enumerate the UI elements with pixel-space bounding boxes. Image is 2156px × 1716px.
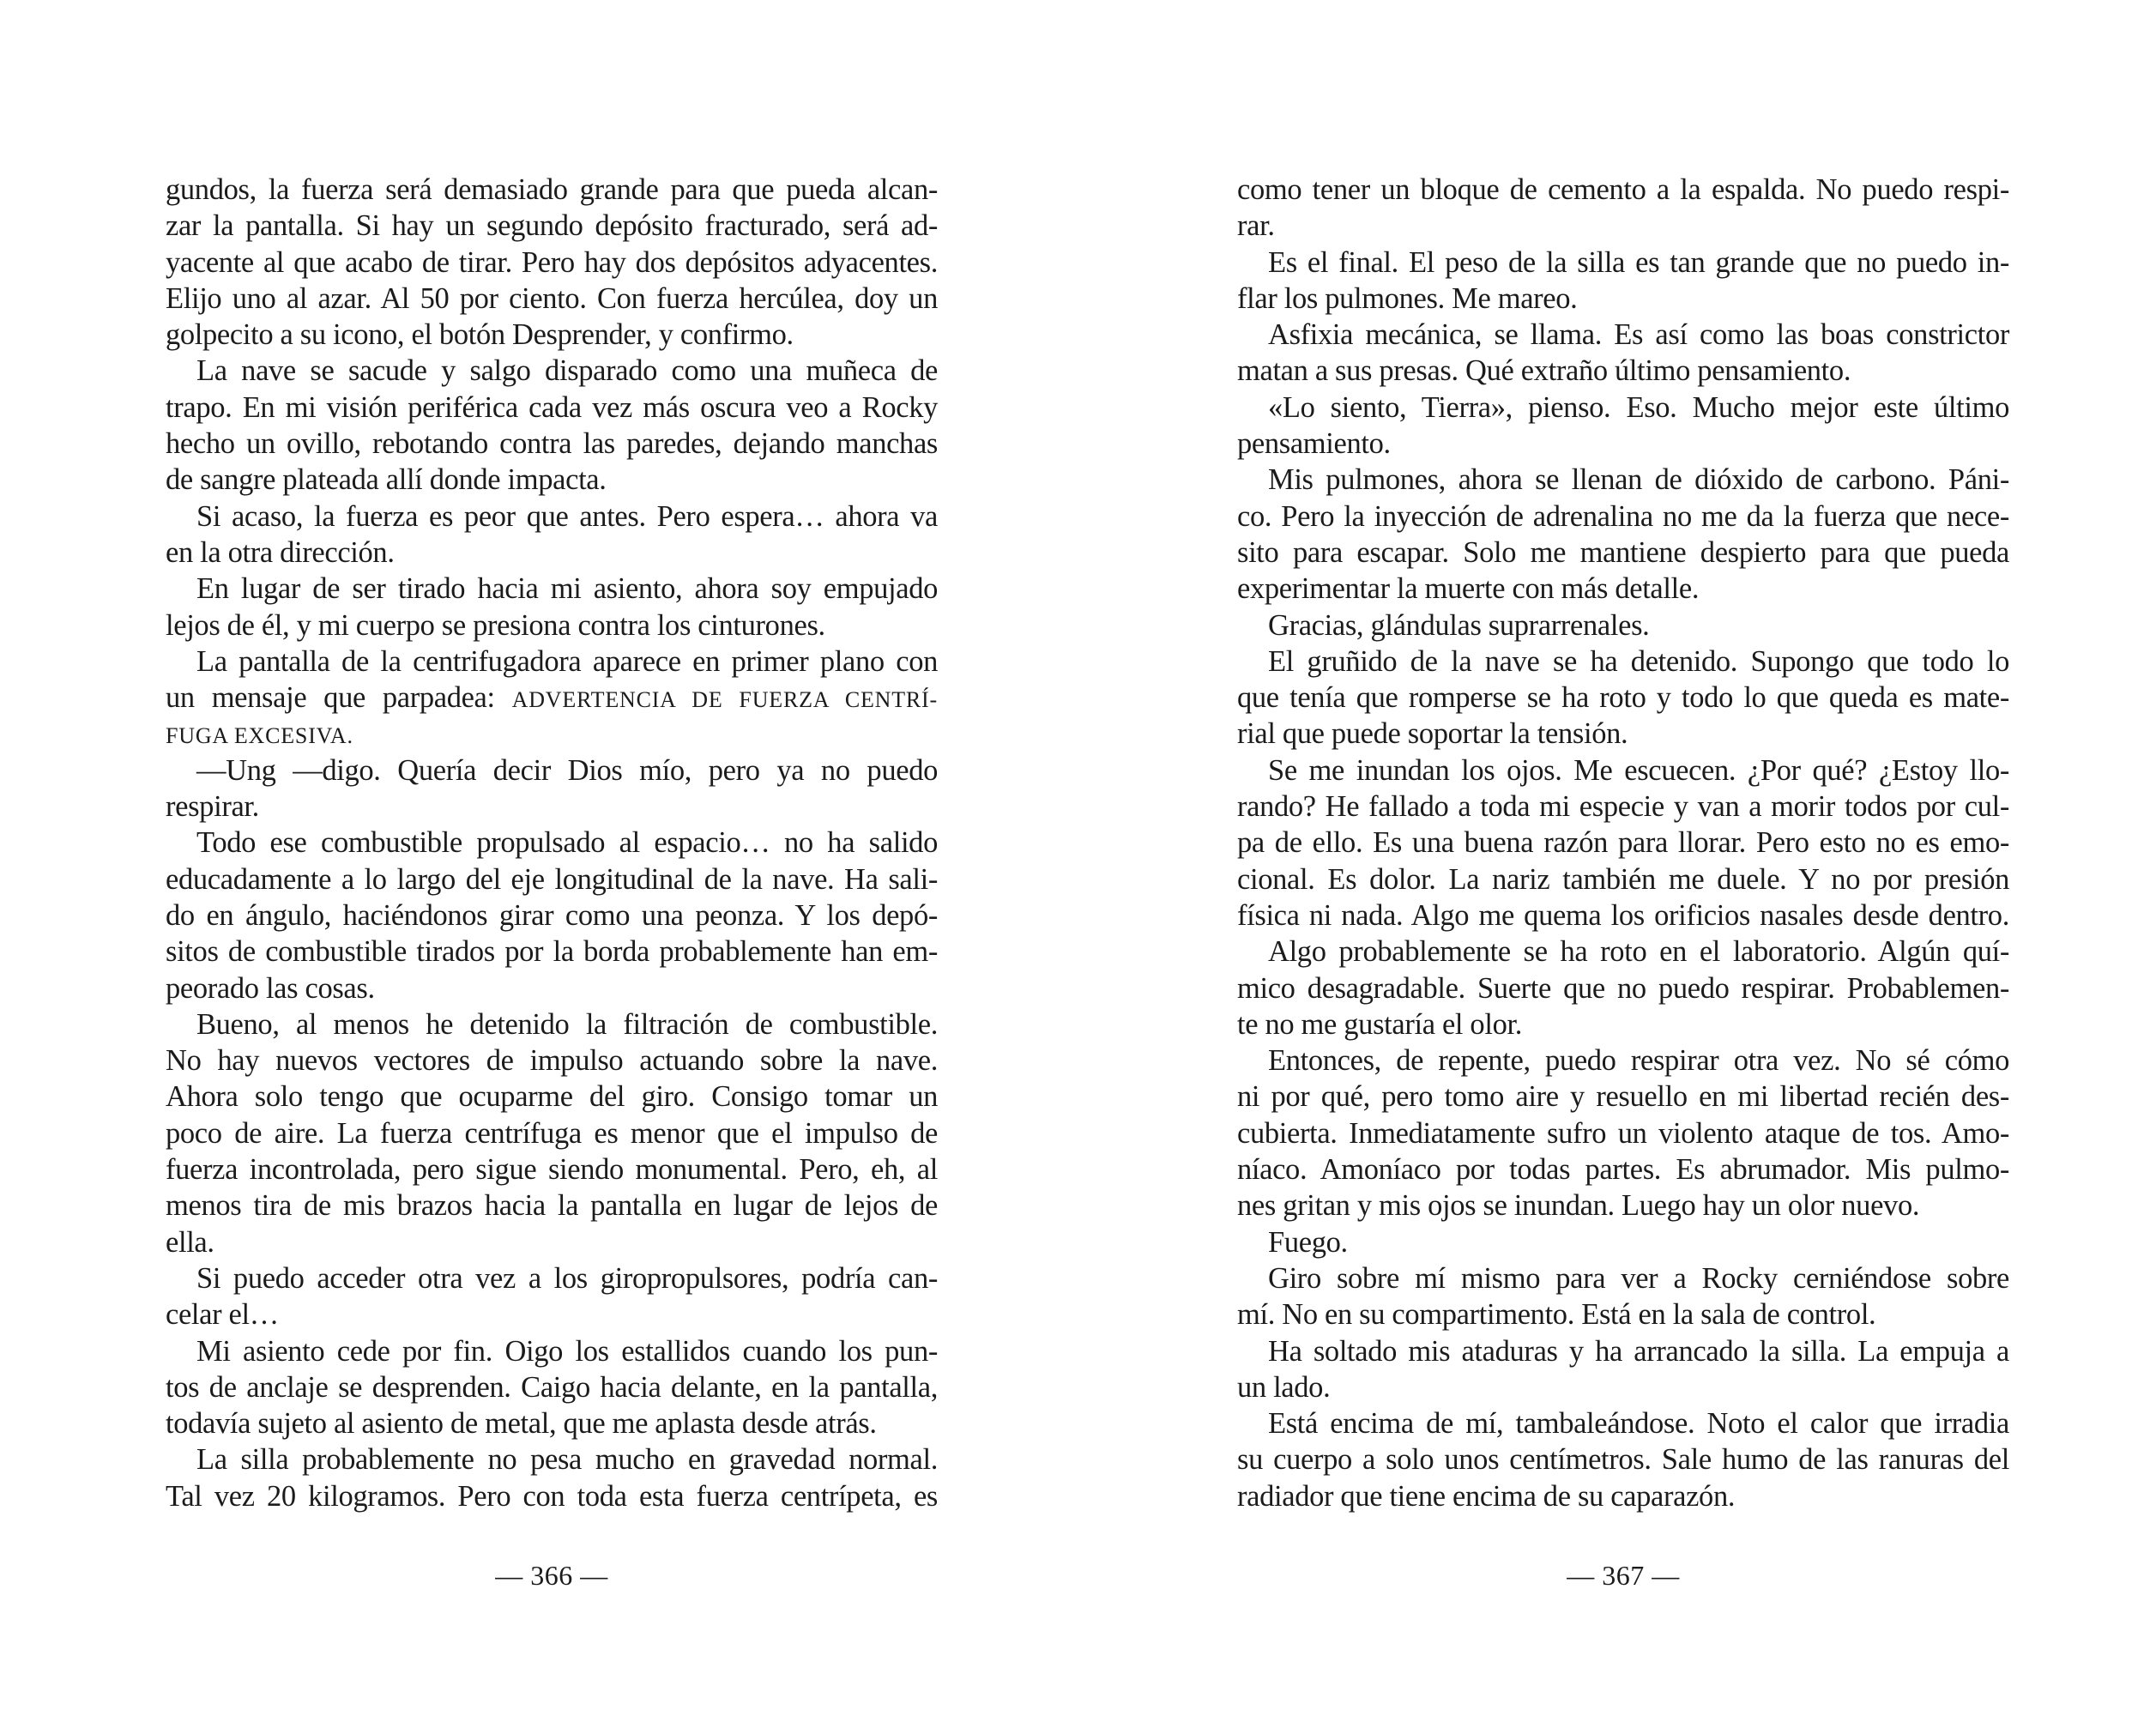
small-caps-text: FUGA EXCESIVA. <box>166 723 353 749</box>
line-text: sitos de combustible tirados por la borda probablemente han em- <box>166 935 938 969</box>
text-line <box>1237 1478 2009 1514</box>
line-text: sito para escapar. Solo me mantiene despierto para que pueda <box>1237 535 2009 569</box>
text-line <box>166 897 938 934</box>
line-text: de sangre plateada allí donde impacta. <box>166 463 607 497</box>
text-line <box>1237 1151 2009 1187</box>
page-number-left: — 366 — <box>495 1560 608 1591</box>
text-line <box>1237 498 2009 535</box>
text-line <box>166 825 938 861</box>
line-text: El gruñido de la nave se ha detenido. Supongo que todo lo <box>1268 644 2009 678</box>
text-line <box>1237 1296 2009 1332</box>
left-page-text <box>166 172 938 1514</box>
line-text: Bueno, al menos he detenido la filtración de combustible. <box>196 1007 938 1041</box>
line-text: Asfixia mecánica, se llama. Es así como las boas constrictor <box>1268 318 2009 352</box>
line-text: Se me inundan los ojos. Me escuecen. ¿Por qué? ¿Estoy llo- <box>1268 753 2009 787</box>
text-line <box>166 716 938 752</box>
text-line <box>166 1441 938 1477</box>
line-text: rar. <box>1237 209 1275 243</box>
text-line <box>166 208 938 244</box>
text-line <box>1237 1115 2009 1151</box>
line-text: pensamiento. <box>1237 427 1391 461</box>
line-text: mí. No en su compartimento. Está en la sala de control. <box>1237 1298 1876 1332</box>
text-line <box>1237 1260 2009 1296</box>
line-text: pa de ello. Es una buena razón para llorar. Pero esto no es emo- <box>1237 826 2009 860</box>
line-text: Algo probablemente se ha roto en el laboratorio. Algún quí- <box>1268 935 2009 969</box>
line-text: nes gritan y mis ojos se inundan. Luego hay un olor nuevo. <box>1237 1189 1920 1223</box>
line-text: trapo. En mi visión periférica cada vez más oscura veo a Rocky <box>166 390 938 424</box>
line-text: co. Pero la inyección de adrenalina no me da la fuerza que nece- <box>1237 499 2009 533</box>
line-text: cubierta. Inmediatamente sufro un violento ataque de tos. Amo- <box>1237 1116 2009 1150</box>
line-text: Gracias, glándulas suprarrenales. <box>1268 608 1650 642</box>
line-text: yacente al que acabo de tirar. Pero hay dos depósitos adyacentes. <box>166 245 938 279</box>
text-line <box>166 172 938 208</box>
text-line <box>166 1333 938 1369</box>
line-text: un lado. <box>1237 1370 1331 1404</box>
line-text: gundos, la fuerza será demasiado grande para que pueda alcan- <box>166 173 938 206</box>
text-line <box>1237 1224 2009 1260</box>
text-line <box>1237 426 2009 462</box>
small-caps-text: ADVERTENCIA DE FUERZA CENTRÍ- <box>511 687 938 713</box>
line-text: hecho un ovillo, rebotando contra las paredes, dejando manchas <box>166 427 938 461</box>
text-line <box>166 1151 938 1187</box>
line-text: La pantalla de la centrifugadora aparece en primer plano con <box>196 644 938 678</box>
text-line <box>1237 752 2009 789</box>
text-line <box>1237 1405 2009 1441</box>
text-line <box>166 1260 938 1296</box>
text-line <box>1237 789 2009 825</box>
text-line <box>1237 571 2009 607</box>
text-line <box>166 1369 938 1405</box>
line-text: te no me gustaría el olor. <box>1237 1007 1522 1041</box>
text-line <box>166 1115 938 1151</box>
line-text: celar el… <box>166 1298 279 1332</box>
text-line <box>166 1478 938 1514</box>
line-text: La nave se sacude y salgo disparado como una muñeca de <box>196 354 938 388</box>
text-line <box>1237 1187 2009 1224</box>
text-line <box>1237 1441 2009 1477</box>
line-text: poco de aire. La fuerza centrífuga es menor que el impulso de <box>166 1116 938 1150</box>
text-line <box>166 934 938 970</box>
line-text: flar los pulmones. Me mareo. <box>1237 281 1578 315</box>
line-text: como tener un bloque de cemento a la espalda. No puedo respi- <box>1237 173 2009 206</box>
line-text: Ahora solo tengo que ocuparme del giro. Consigo tomar un <box>166 1080 938 1114</box>
text-line <box>166 861 938 897</box>
text-line <box>1237 1369 2009 1405</box>
line-text: en la otra dirección. <box>166 535 395 569</box>
line-text: que tenía que romperse se ha roto y todo lo que queda es mate- <box>1237 681 2009 715</box>
text-line <box>1237 607 2009 644</box>
page-number-right: — 367 — <box>1567 1560 1680 1591</box>
line-text: todavía sujeto al asiento de metal, que me aplasta desde atrás. <box>166 1407 877 1441</box>
text-line <box>166 680 938 716</box>
line-text: Ha soltado mis ataduras y ha arrancado la silla. La empuja a <box>1268 1334 2009 1368</box>
line-text: Si acaso, la fuerza es peor que antes. Pero espera… ahora va <box>196 499 938 533</box>
text-line <box>166 644 938 680</box>
text-line <box>1237 281 2009 317</box>
right-page-text <box>1237 172 2009 1514</box>
line-text: Mi asiento cede por fin. Oigo los estallidos cuando los pun- <box>196 1334 938 1368</box>
line-text: peorado las cosas. <box>166 971 375 1005</box>
line-text: ni por qué, pero tomo aire y resuello en mi libertad recién des- <box>1237 1080 2009 1114</box>
text-line <box>1237 1079 2009 1115</box>
line-text: En lugar de ser tirado hacia mi asiento, ahora soy empujado <box>196 572 938 606</box>
line-text: níaco. Amoníaco por todas partes. Es abrumador. Mis pulmo- <box>1237 1153 2009 1187</box>
line-text: lejos de él, y mi cuerpo se presiona contra los cinturones. <box>166 608 825 642</box>
line-text: respirar. <box>166 790 259 824</box>
line-text: radiador que tiene encima de su caparazón. <box>1237 1479 1736 1513</box>
text-line <box>166 245 938 281</box>
line-text: mico desagradable. Suerte que no puedo respirar. Probablemen- <box>1237 971 2009 1005</box>
text-line <box>166 353 938 389</box>
line-text: Está encima de mí, tambaleándose. Noto el calor que irradia <box>1268 1407 2009 1441</box>
text-line <box>1237 716 2009 752</box>
line-text: golpecito a su icono, el botón Desprender, y confirmo. <box>166 318 794 352</box>
text-line <box>166 1042 938 1079</box>
line-text: Si puedo acceder otra vez a los giropropulsores, podría can- <box>196 1261 938 1295</box>
line-text: rando? He fallado a toda mi especie y van a morir todos por cul- <box>1237 790 2009 824</box>
text-line <box>1237 970 2009 1006</box>
line-text: rial que puede soportar la tensión. <box>1237 717 1628 751</box>
line-text: «Lo siento, Tierra», pienso. Eso. Mucho mejor este último <box>1268 390 2009 424</box>
text-line <box>1237 1006 2009 1042</box>
line-text: zar la pantalla. Si hay un segundo depósito fracturado, será ad- <box>166 209 938 243</box>
line-text: un mensaje que parpadea: <box>166 681 512 715</box>
line-text: Tal vez 20 kilogramos. Pero con toda esta fuerza centrípeta, es <box>166 1479 938 1513</box>
text-line <box>166 1296 938 1332</box>
text-line <box>1237 934 2009 970</box>
line-text: ella. <box>166 1225 214 1259</box>
text-line <box>1237 897 2009 934</box>
text-line <box>1237 680 2009 716</box>
text-line <box>1237 353 2009 389</box>
line-text: La silla probablemente no pesa mucho en gravedad normal. <box>196 1443 938 1477</box>
text-line <box>166 535 938 571</box>
text-line <box>1237 390 2009 426</box>
line-text: menos tira de mis brazos hacia la pantalla en lugar de lejos de <box>166 1189 938 1223</box>
line-text: Elijo uno al azar. Al 50 por ciento. Con fuerza hercúlea, doy un <box>166 281 938 315</box>
line-text: cional. Es dolor. La nariz también me duele. Y no por presión <box>1237 862 2009 896</box>
text-line <box>166 571 938 607</box>
text-line <box>1237 208 2009 244</box>
text-line <box>1237 644 2009 680</box>
text-line <box>166 1405 938 1441</box>
line-text: fuerza incontrolada, pero sigue siendo monumental. Pero, eh, al <box>166 1153 938 1187</box>
line-text: do en ángulo, haciéndonos girar como una peonza. Y los depó- <box>166 898 938 932</box>
line-text: educadamente a lo largo del eje longitudinal de la nave. Ha sali- <box>166 862 938 896</box>
text-line <box>1237 317 2009 353</box>
line-text: experimentar la muerte con más detalle. <box>1237 572 1700 606</box>
text-line <box>166 281 938 317</box>
line-text: Es el final. El peso de la silla es tan grande que no puedo in- <box>1268 245 2009 279</box>
text-line <box>1237 1042 2009 1079</box>
text-line <box>166 1079 938 1115</box>
text-line <box>166 390 938 426</box>
line-text: Todo ese combustible propulsado al espacio… no ha salido <box>196 826 938 860</box>
text-line <box>166 607 938 644</box>
text-line <box>166 498 938 535</box>
text-line <box>1237 861 2009 897</box>
text-line <box>166 317 938 353</box>
line-text: No hay nuevos vectores de impulso actuando sobre la nave. <box>166 1044 938 1078</box>
text-line <box>166 789 938 825</box>
line-text: matan a sus presas. Qué extraño último pensamiento. <box>1237 354 1851 388</box>
line-text: Mis pulmones, ahora se llenan de dióxido de carbono. Páni- <box>1268 463 2009 497</box>
line-text: física ni nada. Algo me quema los orificios nasales desde dentro. <box>1237 898 2009 932</box>
line-text: tos de anclaje se desprenden. Caigo hacia delante, en la pantalla, <box>166 1370 938 1404</box>
text-line <box>1237 245 2009 281</box>
text-line <box>166 462 938 498</box>
text-line <box>166 752 938 789</box>
text-line <box>166 426 938 462</box>
text-line <box>166 1006 938 1042</box>
line-text: su cuerpo a solo unos centímetros. Sale humo de las ranuras del <box>1237 1443 2009 1477</box>
text-line <box>166 1224 938 1260</box>
text-line <box>1237 1333 2009 1369</box>
line-text: Giro sobre mí mismo para ver a Rocky cerniéndose sobre <box>1268 1261 2009 1295</box>
line-text: —Ung —digo. Quería decir Dios mío, pero ya no puedo <box>196 753 938 787</box>
text-line <box>1237 535 2009 571</box>
line-text: Entonces, de repente, puedo respirar otra vez. No sé cómo <box>1268 1044 2009 1078</box>
text-line <box>166 1187 938 1224</box>
text-line <box>166 970 938 1006</box>
text-line <box>1237 825 2009 861</box>
text-line <box>1237 172 2009 208</box>
text-line <box>1237 462 2009 498</box>
line-text: Fuego. <box>1268 1225 1348 1259</box>
